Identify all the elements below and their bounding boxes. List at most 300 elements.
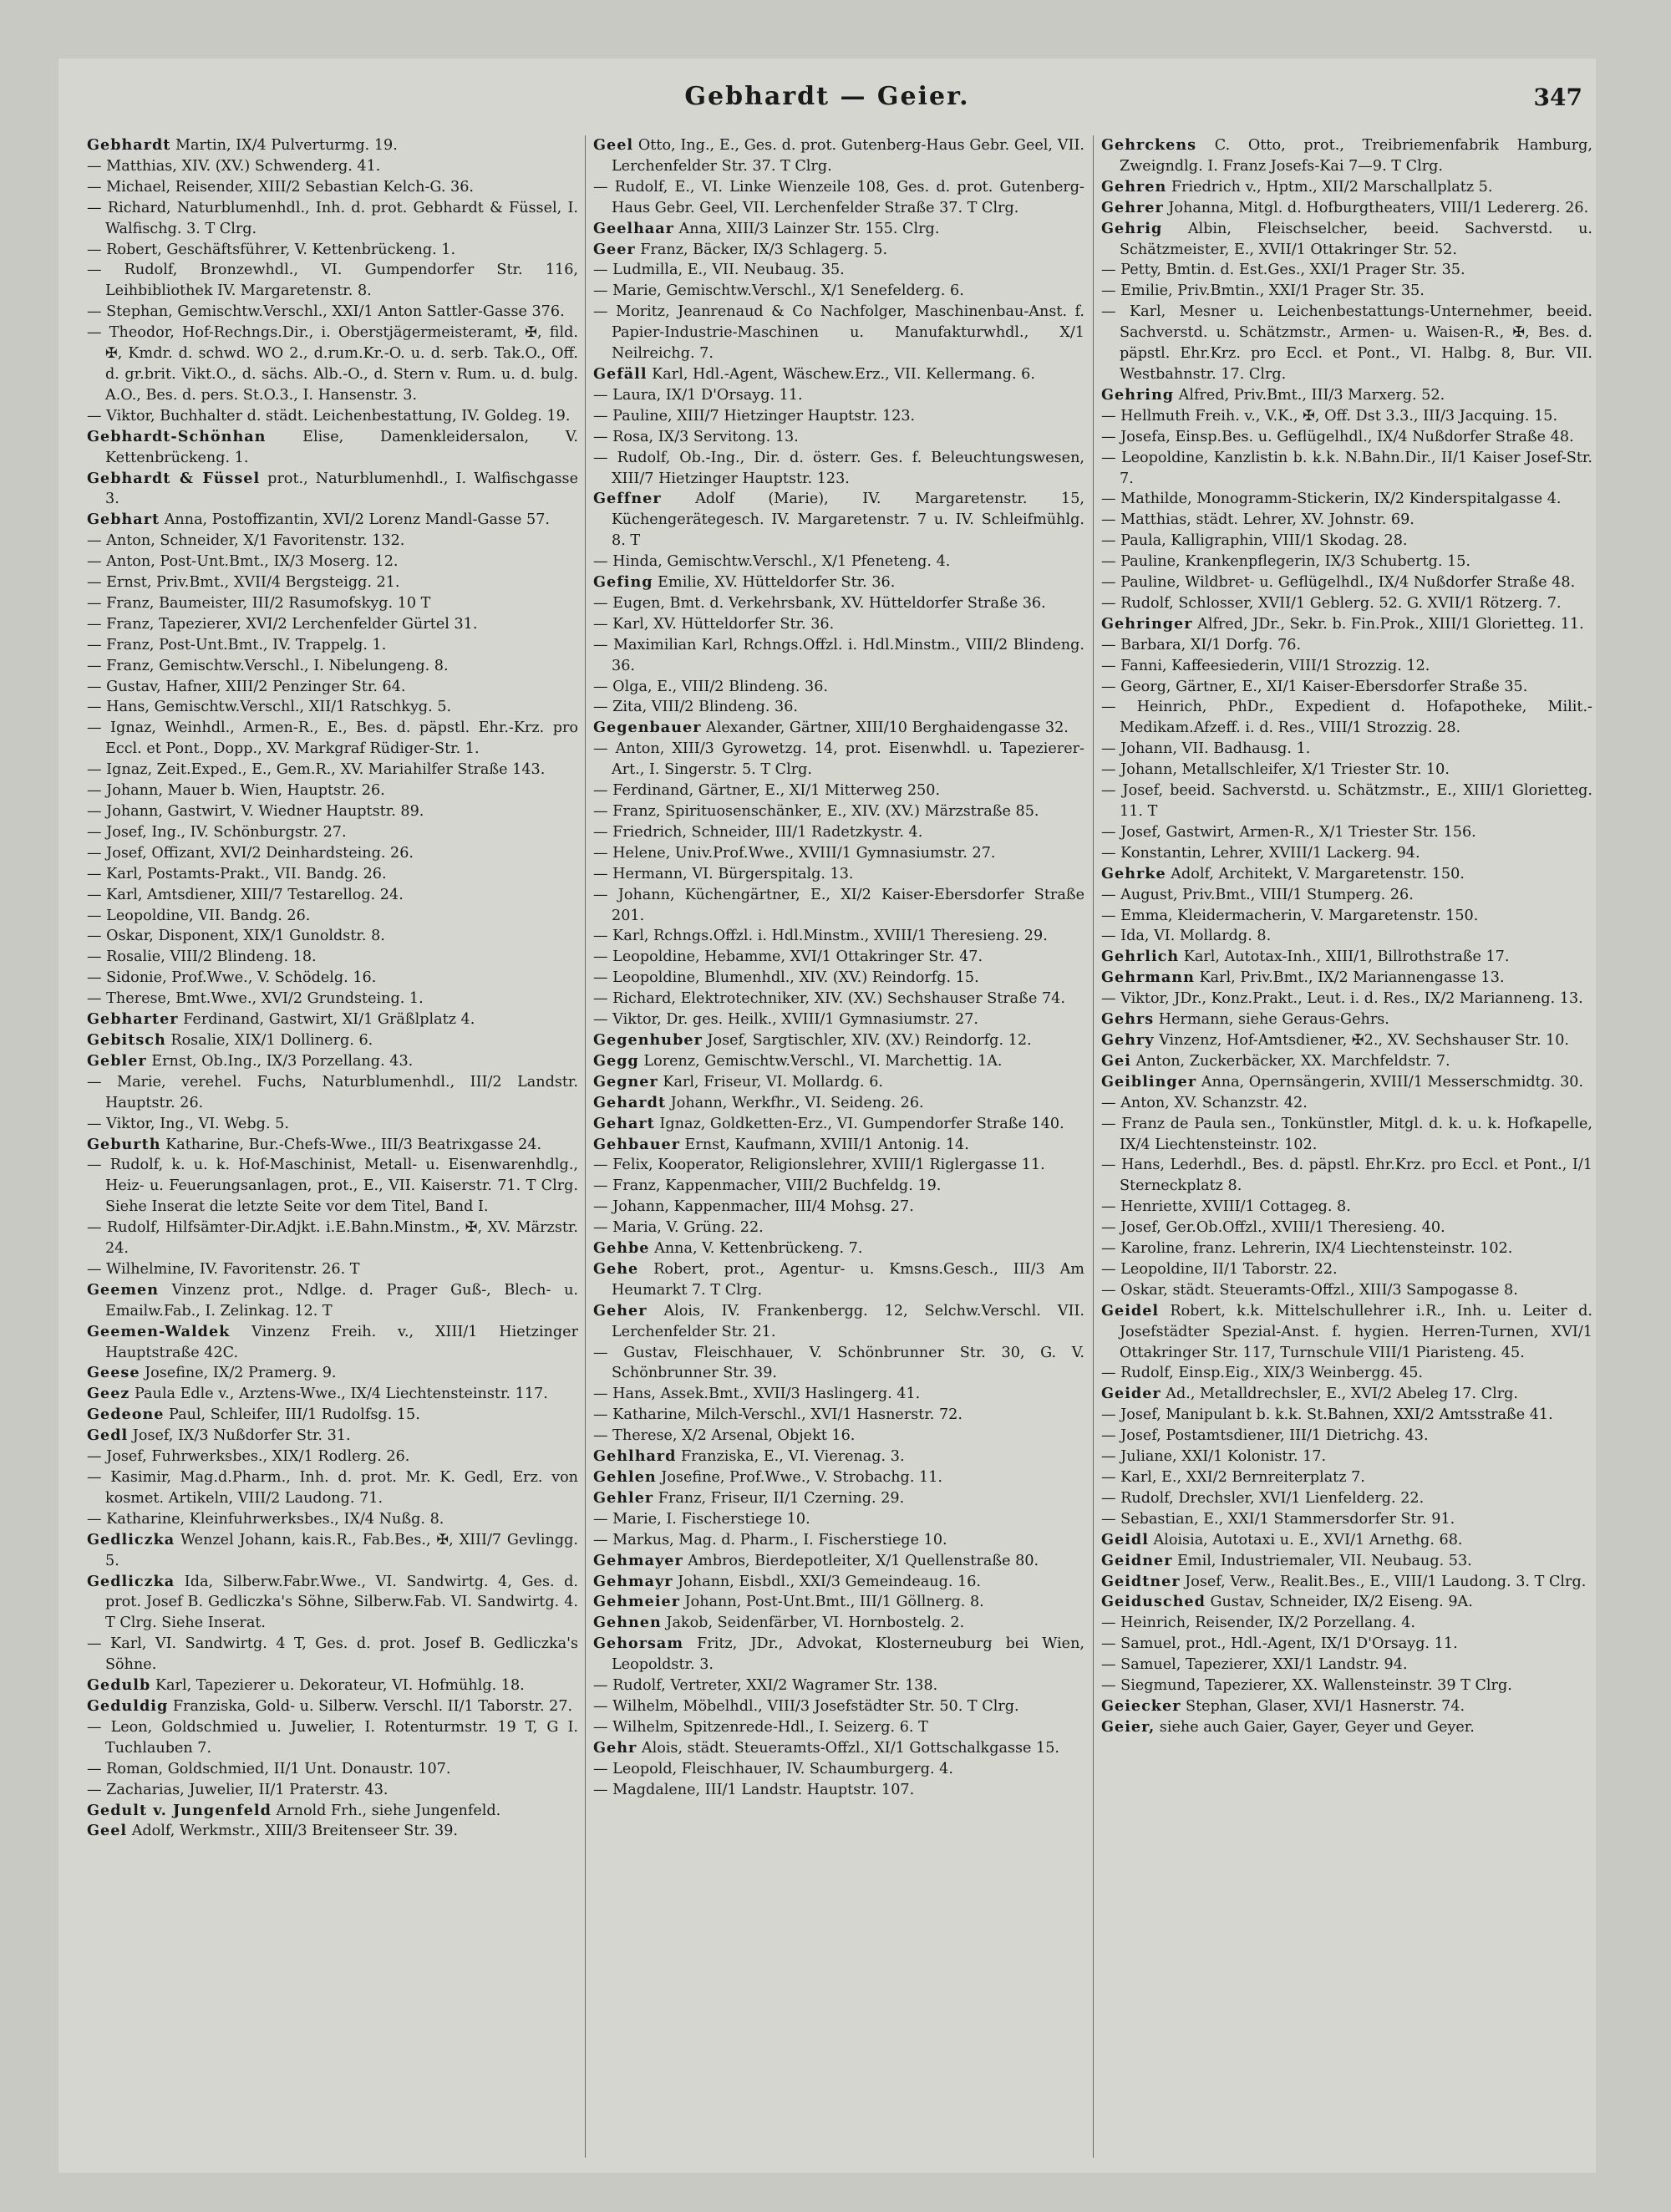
entry-text: — Fanni, Kaffeesiederin, VIII/1 Strozzig. 12. [1101,657,1430,674]
entry-text: Ignaz, Goldketten-Erz., VI. Gumpendorfer Straße 140. [654,1115,1064,1132]
directory-entry [87,1030,578,1051]
entry-text: Alois, IV. Frankenbergg. 12, Selchw.Verschl. VII. Lerchenfelder Str. 21. [612,1302,1084,1340]
entry-text: — Rosalie, VIII/2 Blindeng. 18. [87,948,317,966]
entry-text: Paul, Schleifer, III/1 Rudolfsg. 15. [164,1406,420,1424]
entry-text: — Richard, Elektrotechniker, XIV. (XV.) Sechshauser Straße 74. [593,990,1065,1008]
directory-entry [593,219,1084,240]
entry-text: — Eugen, Bmt. d. Verkehrsbank, XV. Hütteldorfer Straße 36. [593,594,1046,612]
directory-entry [593,260,1084,281]
entry-surname: Gei [1101,1051,1131,1070]
entry-text: — Matthias, XIV. (XV.) Schwenderg. 41. [87,157,381,175]
entry-text: Adolf, Architekt, V. Margaretenstr. 150. [1166,865,1465,882]
directory-entry [1101,1572,1592,1593]
directory-entry [87,240,578,261]
entry-surname: Geffner [593,490,662,508]
entry-text: — Josef, Manipulant b. k.k. St.Bahnen, XXI/2 Amtsstraße 41. [1101,1406,1553,1424]
directory-entry [87,1801,578,1822]
entry-text: Lorenz, Gemischtw.Verschl., VI. Marchettig. 1A. [638,1052,1003,1070]
directory-entry [87,656,578,677]
directory-entry [87,1051,578,1072]
directory-entry [593,1135,1084,1156]
entry-text: Robert, prot., Agentur- u. Kmsns.Gesch., III/3 Am Heumarkt 7. T Clrg. [612,1260,1084,1299]
entry-text: Gustav, Schneider, IX/2 Eiseng. 9A. [1205,1594,1473,1611]
entry-text: Adolf, Werkmstr., XIII/3 Breitenseer Str. 39. [127,1823,459,1840]
directory-entry [593,1301,1084,1343]
entry-text: — Josef, Offizant, XVI/2 Deinhardsteing. 26. [87,844,414,862]
entry-text: — Josef, Ger.Ob.Offzl., XVIII/1 Theresieng. 40. [1101,1219,1445,1237]
entry-text: — Markus, Mag. d. Pharm., I. Fischerstiege 10. [593,1531,947,1548]
directory-entry [87,1363,578,1384]
entry-text: — Georg, Gärtner, E., XI/1 Kaiser-Ebersdorfer Straße 35. [1101,678,1528,695]
entry-text: — August, Priv.Bmt., VIII/1 Stumperg. 26. [1101,886,1414,903]
entry-text: — Petty, Bmtin. d. Est.Ges., XXI/1 Prager Str. 35. [1101,262,1465,279]
directory-entry [87,1155,578,1218]
entry-text: — Franz, Baumeister, III/2 Rasumofskyg. 10 T [87,594,431,612]
entry-text: — Therese, Bmt.Wwe., XVI/2 Grundsteing. 1. [87,990,424,1008]
directory-entry [87,1676,578,1696]
entry-text: — Karl, VI. Sandwirtg. 4 T, Ges. d. prot. Josef B. Gedliczka's Söhne. [87,1635,578,1674]
entry-text: — Oskar, Disponent, XIX/1 Gunoldstr. 8. [87,928,385,945]
entry-text: — Rudolf, Vertreter, XXI/2 Wagramer Str. 138. [593,1677,938,1695]
entry-text: — Helene, Univ.Prof.Wwe., XVIII/1 Gymnasiumstr. 27. [593,844,996,862]
directory-entry [87,135,578,156]
entry-text: — Wilhelm, Spitzenrede-Hdl., I. Seizerg. 6. T [593,1718,928,1736]
directory-entry [87,801,578,822]
entry-text: — Marie, I. Fischerstiege 10. [593,1510,810,1528]
entry-surname: Geelhaar [593,219,674,237]
directory-entry [87,406,578,427]
entry-text: — Ludmilla, E., VII. Neubaug. 35. [593,262,845,279]
directory-entry [1101,1301,1592,1364]
entry-text: — Marie, Gemischtw.Verschl., X/1 Senefelderg. 6. [593,282,964,300]
entry-text: — Katharine, Kleinfuhrwerksbes., IX/4 Nußg. 8. [87,1510,444,1528]
directory-entry [1101,1238,1592,1259]
entry-text: — Laura, IX/1 D'Orsayg. 11. [593,386,803,404]
entry-text: Josef, Sargtischler, XIV. (XV.) Reindorfg. 12. [702,1031,1032,1049]
directory-entry [593,1592,1084,1613]
directory-entry [87,510,578,531]
entry-text: — Robert, Geschäftsführer, V. Kettenbrückeng. 1. [87,241,456,258]
entry-surname: Gedeone [87,1406,165,1424]
entry-text: Emilie, XV. Hütteldorfer Str. 36. [653,574,896,592]
entry-surname: Gegenhuber [593,1030,703,1049]
entry-text: Franziska, E., VI. Vierenag. 3. [676,1448,905,1466]
entry-text: Josef, IX/3 Nußdorfer Str. 31. [128,1427,351,1445]
entry-text: — Ignaz, Weinhdl., Armen-R., E., Bes. d. päpstl. Ehr.-Krz. pro Eccl. et Pont., Dopp., XV. Markgraf Rüdiger-Str. 1. [87,720,578,758]
directory-entry [1101,448,1592,490]
directory-entry [87,1530,578,1572]
entry-text: — Hans, Assek.Bmt., XVII/3 Haslingerg. 41. [593,1386,921,1403]
entry-surname: Gehlen [593,1468,657,1486]
entry-text: — Maximilian Karl, Rchngs.Offzl. i. Hdl.Minstm., VIII/2 Blindeng. 36. [593,636,1084,674]
entry-surname: Gehrke [1101,864,1166,882]
directory-entry [1101,1093,1592,1114]
entry-surname: Gehrig [1101,219,1163,237]
entry-text: — Viktor, Ing., VI. Webg. 5. [87,1115,289,1132]
directory-entry [1101,385,1592,406]
entry-surname: Gehart [593,1114,655,1132]
directory-entry [593,1634,1084,1676]
column-divider [585,135,586,2158]
directory-entry [1101,1488,1592,1509]
directory-entry [87,1821,578,1842]
directory-entry [87,677,578,698]
entry-text: Katharine, Bur.-Chefs-Wwe., III/3 Beatrixgasse 24. [160,1136,542,1153]
entry-surname: Gedl [87,1426,129,1445]
directory-entry [1101,989,1592,1009]
entry-text: Karl, Autotax-Inh., XIII/1, Billrothstraße 17. [1179,948,1510,966]
entry-text: Vinzenz prot., Ndlge. d. Prager Guß-, Blech- u. Emailw.Fab., I. Zelinkag. 12. T [105,1281,578,1320]
directory-entry [593,1238,1084,1259]
directory-entry [87,718,578,760]
entry-text: — Franz, Kappenmacher, VIII/2 Buchfeldg. 19. [593,1177,942,1195]
entry-surname: Gehren [1101,177,1167,196]
entry-text: Johann, Werkfhr., VI. Seideng. 26. [666,1094,924,1111]
entry-text: — Rudolf, k. u. k. Hof-Maschinist, Metall- u. Eisenwarenhdlg., Heiz- u. Feuerungsanlagen, prot., E., VII. Kaiserstr. 71. T Clrg. Siehe Inserat die letzte Seite vor dem Titel, Band I. [87,1157,578,1216]
directory-entry [593,885,1084,927]
directory-entry [593,385,1084,406]
entry-surname: Gedliczka [87,1530,175,1548]
directory-entry [593,1488,1084,1509]
entry-surname: Geiblinger [1101,1072,1197,1091]
entry-surname: Geidel [1101,1301,1160,1320]
entry-text: — Leopoldine, Kanzlistin b. k.k. N.Bahn.Dir., II/1 Kaiser Josef-Str. 7. [1101,449,1592,487]
entry-text: — Pauline, XIII/7 Hietzinger Hauptstr. 123. [593,407,916,425]
entry-text: — Leopoldine, VII. Bandg. 26. [87,907,311,924]
directory-entry [1101,760,1592,781]
entry-text: Ambros, Bierdepotleiter, X/1 Quellenstraße 80. [683,1552,1039,1569]
entry-text: — Theodor, Hof-Rechngs.Dir., i. Oberstjägermeisteramt, ✠, fild. ✠, Kmdr. d. schwd. WO 2., d.rum.Kr.-O. u. d. serb. Tak.O., Off. d. gr.brit. Vikt.O., d. sächs. Alb.-O., d. Stern v. Rum. u. d. bulg. A.O., Bes. d. pers. St.O.3., I. Hansenstr. 3. [87,324,578,404]
directory-entry [593,926,1084,947]
entry-text: Franz, Friseur, II/1 Czerning. 29. [653,1489,905,1507]
entry-text: — Anton, XV. Schanzstr. 42. [1101,1094,1308,1111]
entry-text: — Friedrich, Schneider, III/1 Radetzkystr. 4. [593,823,923,841]
directory-entry [1101,1530,1592,1551]
entry-text: — Viktor, Dr. ges. Heilk., XVIII/1 Gymnasiumstr. 27. [593,1011,979,1029]
directory-entry [593,1197,1084,1218]
entry-text: Johann, Eisbdl., XXI/3 Gemeindeaug. 16. [673,1573,982,1590]
entry-text: — Ernst, Priv.Bmt., XVII/4 Bergsteigg. 21. [87,574,400,592]
directory-entry [1101,1009,1592,1030]
entry-text: — Franz, Spirituosenschänker, E., XIV. (XV.) Märzstraße 85. [593,803,1039,820]
entry-text: — Rosa, IX/3 Servitong. 13. [593,428,799,445]
entry-text: — Josefa, Einsp.Bes. u. Geflügelhdl., IX/4 Nußdorfer Straße 48. [1101,428,1574,445]
entry-text: Franziska, Gold- u. Silberw. Verschl. II/1 Taborstr. 27. [168,1697,573,1715]
entry-text: — Johann, Küchengärtner, E., XI/2 Kaiser-Ebersdorfer Straße 201. [593,886,1084,924]
directory-entry [1101,697,1592,739]
entry-text: Wenzel Johann, kais.R., Fab.Bes., ✠, XIII/7 Gevlingg. 5. [105,1531,578,1569]
entry-surname: Gegenbauer [593,719,702,737]
directory-entry [87,1218,578,1259]
entry-text: — Pauline, Krankenpflegerin, IX/3 Schubertg. 15. [1101,553,1470,571]
entry-text: Karl, Tapezierer u. Dekorateur, VI. Hofmühlg. 18. [150,1677,525,1695]
entry-text: Rosalie, XIX/1 Dollinerg. 6. [165,1031,373,1049]
entry-text: — Leopoldine, Blumenhdl., XIV. (XV.) Reindorfg. 15. [593,969,979,987]
entry-text: — Karoline, franz. Lehrerin, IX/4 Liechtensteinstr. 102. [1101,1240,1513,1258]
entry-text: — Samuel, prot., Hdl.-Agent, IX/1 D'Orsayg. 11. [1101,1635,1458,1653]
directory-entry [1101,1613,1592,1634]
entry-text: Anna, Opernsängerin, XVIII/1 Messerschmidtg. 30. [1196,1073,1584,1091]
directory-entry [593,1009,1084,1030]
entry-text: Josefine, IX/2 Pramerg. 9. [140,1365,337,1382]
entry-text: — Viktor, Buchhalter d. städt. Leichenbestattung, IV. Goldeg. 19. [87,407,571,425]
directory-entry [593,1114,1084,1135]
entry-text: Ernst, Kaufmann, XVIII/1 Antonig. 14. [679,1136,969,1153]
directory-entry [87,906,578,927]
entry-text: — Hinda, Gemischtw.Verschl., X/1 Pfeneteng. 4. [593,553,951,571]
directory-entry [1101,1447,1592,1467]
entry-text: — Karl, XV. Hütteldorfer Str. 36. [593,615,835,633]
directory-entry [87,614,578,635]
entry-text: — Hellmuth Freih. v., V.K., ✠, Off. Dst 3.3., III/3 Jacquing. 15. [1101,407,1558,425]
entry-surname: Gebharter [87,1010,179,1029]
directory-entry [87,177,578,198]
directory-entry [1101,1551,1592,1572]
entry-text: — Franz de Paula sen., Tonkünstler, Mitgl. d. k. u. k. Hofkapelle, IX/4 Liechtensteinstr. 102. [1101,1115,1592,1153]
directory-entry [1101,906,1592,927]
entry-text: prot., Naturblumenhdl., I. Walfischgasse 3. [105,470,578,508]
entry-surname: Geese [87,1364,140,1382]
entry-text: — Zita, VIII/2 Blindeng. 36. [593,699,798,716]
directory-entry [1101,572,1592,593]
directory-entry [1101,406,1592,427]
entry-text: Johann, Post-Unt.Bmt., III/1 Göllnerg. 8. [679,1594,984,1611]
entry-text: Friedrich v., Hptm., XII/2 Marschallplatz 5. [1166,178,1493,196]
entry-text: — Rudolf, Drechsler, XVI/1 Lienfelderg. 22. [1101,1489,1425,1507]
directory-entry [593,1072,1084,1093]
entry-text: Karl, Priv.Bmt., IX/2 Mariannengasse 13. [1194,969,1505,987]
directory-entry [593,1759,1084,1780]
entry-text: Jakob, Seidenfärber, VI. Hornbostelg. 2. [661,1615,965,1632]
entry-surname: Gehry [1101,1030,1155,1049]
entry-text: — Rudolf, E., VI. Linke Wienzeile 108, Ges. d. prot. Gutenberg-Haus Gebr. Geel, VII. Lerchenfelder Straße 37. T Clrg. [593,178,1084,216]
entry-text: Alfred, Priv.Bmt., III/3 Marxerg. 52. [1174,386,1445,404]
directory-entry [1101,552,1592,572]
column-right [1101,135,1592,2166]
directory-entry [87,1280,578,1322]
directory-entry [1101,1405,1592,1426]
entry-text: Anna, XIII/3 Lainzer Str. 155. Clrg. [673,220,940,237]
directory-entry [1101,635,1592,656]
directory-entry [593,1572,1084,1593]
directory-page [58,58,1596,2173]
directory-entry [87,635,578,656]
entry-text: — Henriette, XVIII/1 Cottageg. 8. [1101,1198,1351,1216]
directory-entry [593,593,1084,614]
directory-entry [593,1343,1084,1385]
entry-text: Karl, Friseur, VI. Mollardg. 6. [658,1073,884,1091]
directory-entry [87,531,578,552]
directory-entry [1101,281,1592,302]
entry-surname: Gehrmann [1101,969,1195,987]
entry-surname: Geidtner [1101,1572,1181,1590]
entry-text: Ernst, Ob.Ing., IX/3 Porzellang. 43. [146,1052,414,1070]
entry-surname: Gefing [593,573,653,592]
entry-surname: Gehardt [593,1093,667,1111]
entry-text: — Gustav, Hafner, XIII/2 Penzinger Str. 64. [87,678,406,695]
directory-entry [87,697,578,718]
directory-entry [593,1467,1084,1488]
entry-text: Aloisia, Autotaxi u. E., XVI/1 Arnethg. 68. [1148,1531,1463,1548]
directory-entry [593,1738,1084,1759]
directory-entry [593,1384,1084,1405]
directory-entry [1101,198,1592,219]
directory-entry [593,801,1084,822]
entry-text: — Rudolf, Einsp.Eig., XIX/3 Weinbergg. 45. [1101,1365,1424,1382]
directory-entry [87,864,578,885]
directory-entry [87,198,578,240]
entry-text: — Therese, X/2 Arsenal, Objekt 16. [593,1427,856,1445]
entry-text: Fritz, JDr., Advokat, Klosterneuburg bei Wien, Leopoldstr. 3. [612,1635,1084,1674]
entry-text: — Leopoldine, Hebamme, XVI/1 Ottakringer Str. 47. [593,948,983,966]
directory-entry [87,1447,578,1467]
directory-entry [593,1030,1084,1051]
entry-text: — Karl, Postamts-Prakt., VII. Bandg. 26. [87,865,387,882]
directory-entry [593,1155,1084,1176]
directory-entry [1101,1467,1592,1488]
column-divider [1093,135,1094,2158]
directory-entry [1101,1072,1592,1093]
directory-entry [593,968,1084,989]
entry-surname: Geemen-Waldek [87,1322,231,1340]
entry-text: — Maria, V. Grüng. 22. [593,1219,764,1237]
directory-entry [1101,1592,1592,1613]
directory-entry [1101,1259,1592,1280]
directory-entry [593,843,1084,864]
directory-entry [593,947,1084,968]
entry-surname: Gebitsch [87,1030,166,1049]
directory-entry [87,1322,578,1364]
entry-text: — Karl, Rchngs.Offzl. i. Hdl.Minstm., XVIII/1 Theresieng. 29. [593,928,1048,945]
entry-surname: Geemen [87,1280,160,1299]
entry-surname: Gehmayr [593,1572,673,1590]
entry-text: Hermann, siehe Geraus-Gehrs. [1154,1011,1389,1029]
entry-surname: Gebler [87,1051,147,1070]
entry-text: Vinzenz Freih. v., XIII/1 Hietzinger Hauptstraße 42C. [105,1323,578,1361]
directory-entry [87,822,578,843]
directory-entry [87,469,578,511]
directory-entry [1101,1155,1592,1197]
directory-entry [87,989,578,1009]
entry-surname: Geez [87,1385,130,1403]
directory-entry [593,1405,1084,1426]
directory-entry [87,1509,578,1530]
entry-text: — Johann, VII. Badhausg. 1. [1101,740,1311,758]
directory-entry [593,427,1084,448]
directory-entry [87,302,578,323]
entry-surname: Geburth [87,1135,161,1153]
entry-text: Vinzenz, Hof-Amtsdiener, ✠2., XV. Sechshauser Str. 10. [1154,1031,1569,1049]
directory-entry [87,968,578,989]
directory-entry [87,843,578,864]
entry-text: — Rudolf, Ob.-Ing., Dir. d. österr. Ges. f. Beleuchtungswesen, XIII/7 Hietzinger Hauptstr. 123. [593,449,1084,487]
entry-text: Anna, Postoffizantin, XVI/2 Lorenz Mandl-Gasse 57. [160,511,551,529]
directory-entry [87,1780,578,1801]
running-head [58,82,1596,124]
directory-entry [593,1676,1084,1696]
directory-entry [1101,427,1592,448]
entry-text: — Stephan, Gemischtw.Verschl., XXI/1 Anton Sattler-Gasse 376. [87,303,565,321]
directory-entry [1101,177,1592,198]
entry-surname: Gegg [593,1051,639,1070]
directory-entry [593,1426,1084,1447]
entry-surname: Gehler [593,1488,654,1507]
entry-text: — Konstantin, Lehrer, XVIII/1 Lackerg. 94. [1101,844,1420,862]
entry-text: — Sidonie, Prof.Wwe., V. Schödelg. 16. [87,969,377,987]
directory-entry [593,135,1084,177]
directory-entry [1101,885,1592,906]
directory-entry [1101,531,1592,552]
entry-surname: Geidusched [1101,1593,1206,1611]
directory-entry [593,364,1084,385]
directory-entry [593,739,1084,781]
directory-entry [87,323,578,406]
directory-entry [1101,135,1592,177]
directory-entry [593,697,1084,718]
entry-surname: Gehrckens [1101,136,1197,154]
directory-entry [593,406,1084,427]
entry-text: — Katharine, Milch-Verschl., XVI/1 Hasnerstr. 72. [593,1406,962,1424]
entry-surname: Gehrlich [1101,948,1180,966]
entry-text: Arnold Frh., siehe Jungenfeld. [271,1802,501,1819]
directory-entry [1101,822,1592,843]
directory-entry [593,1093,1084,1114]
directory-entry [593,177,1084,219]
entry-text: — Leon, Goldschmied u. Juwelier, I. Rotenturmstr. 19 T, G I. Tuchlauben 7. [87,1718,578,1757]
entry-text: Anna, V. Kettenbrückeng. 7. [649,1240,863,1258]
directory-entry [1101,947,1592,968]
directory-entry [593,1613,1084,1634]
directory-entry [593,552,1084,572]
entry-text: — Johann, Mauer b. Wien, Hauptstr. 26. [87,782,385,800]
entry-text: — Sebastian, E., XXI/1 Stammersdorfer Str. 91. [1101,1510,1455,1528]
directory-entry [593,989,1084,1009]
directory-entry [1101,1218,1592,1238]
directory-entry [593,1530,1084,1551]
directory-entry [87,593,578,614]
directory-entry [593,1509,1084,1530]
directory-entry [87,1696,578,1717]
entry-text: — Franz, Gemischtw.Verschl., I. Nibelungeng. 8. [87,657,449,674]
entry-text: Otto, Ing., E., Ges. d. prot. Gutenberg-Haus Gebr. Geel, VII. Lerchenfelder Str. 37. T Clrg. [612,137,1084,175]
directory-entry [1101,843,1592,864]
entry-text: — Moritz, Jeanrenaud & Co Nachfolger, Maschinenbau-Anst. f. Papier-Industrie-Maschinen u. Manufakturwhdl., X/1 Neilreichg. 7. [593,303,1084,363]
directory-entry [593,1259,1084,1301]
directory-entry [1101,1676,1592,1696]
entry-surname: Gehringer [1101,614,1193,633]
entry-surname: Gehe [593,1259,639,1278]
entry-surname: Gehr [593,1738,637,1757]
entry-text: Robert, k.k. Mittelschullehrer i.R., Inh. u. Leiter d. Josefstädter Spezial-Anst. f. hygien. Herren-Turnen, XVI/1 Ottakringer Str. 117, Turnschule VIII/1 Piaristeng. 45. [1120,1302,1592,1361]
entry-text: — Samuel, Tapezierer, XXI/1 Landstr. 94. [1101,1656,1408,1674]
entry-text: — Hermann, VI. Bürgerspitalg. 13. [593,865,854,882]
directory-entry [1101,739,1592,760]
directory-entry [593,781,1084,801]
entry-text: Ad., Metalldrechsler, E., XVI/2 Abeleg 17. Clrg. [1161,1386,1518,1403]
entry-text: — Richard, Naturblumenhdl., Inh. d. prot. Gebhardt & Füssel, I. Walfischg. 3. T Clrg. [87,199,578,237]
entry-surname: Geel [593,136,634,154]
entry-text: Elise, Damenkleidersalon, V. Kettenbrückeng. 1. [105,428,578,466]
entry-text: — Wilhelmine, IV. Favoritenstr. 26. T [87,1260,360,1278]
directory-entry [1101,1655,1592,1676]
directory-entry [593,281,1084,302]
entry-surname: Gehring [1101,385,1175,404]
entry-text: Ida, Silberw.Fabr.Wwe., VI. Sandwirtg. 4, Ges. d. prot. Josef B. Gedliczka's Söhne, Silberw.Fab. VI. Sandwirtg. 4. T Clrg. Siehe Inserat. [105,1573,578,1632]
entry-surname: Gehorsam [593,1635,683,1653]
directory-entry [1101,1114,1592,1156]
directory-entry [87,781,578,801]
directory-entry [87,1426,578,1447]
